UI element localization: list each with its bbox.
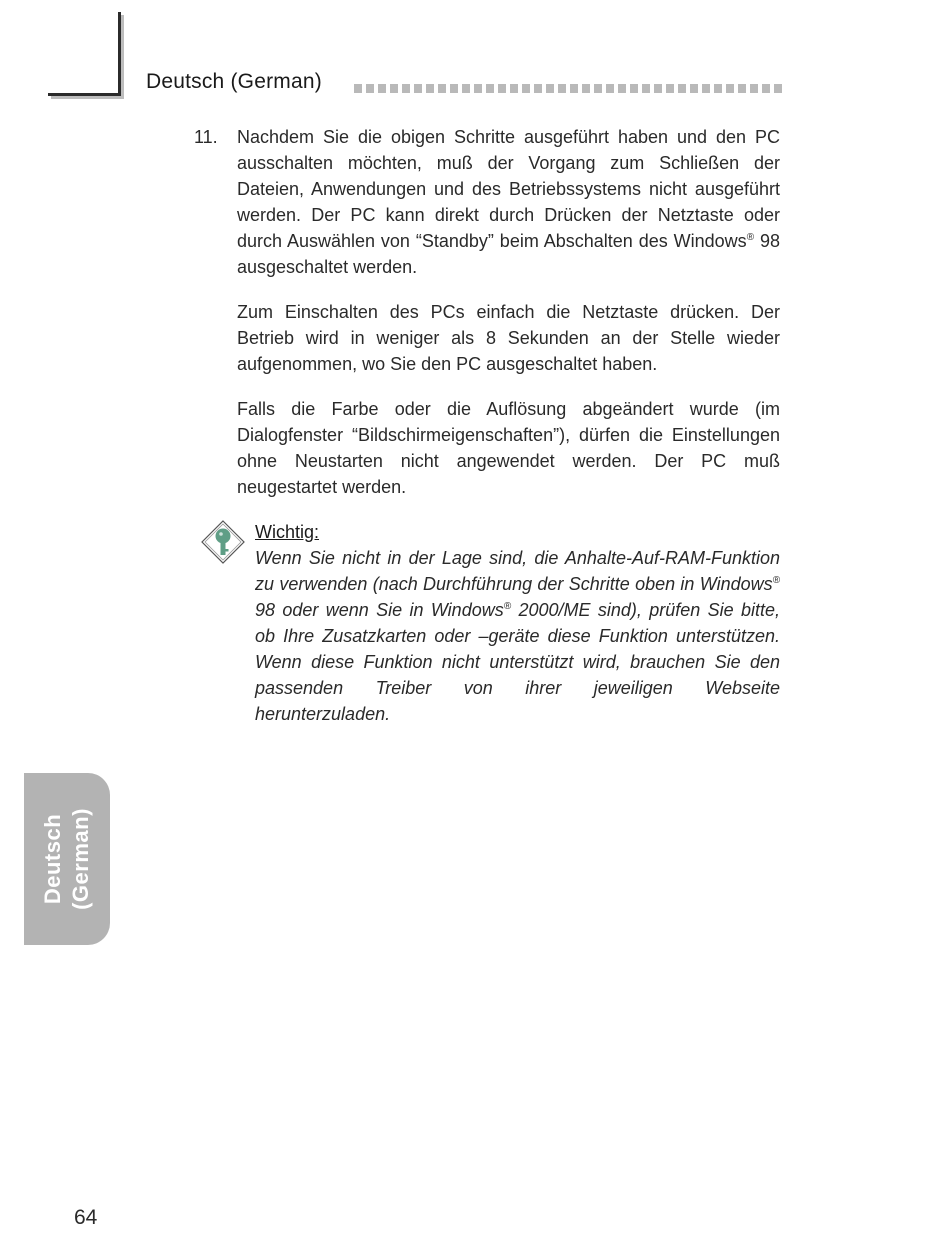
paragraph-display-settings: Falls die Farbe oder die Auflösung abgeändert wurde (im Dialogfenster “Bildschirmeigenschaften”), dürfen die Einstellungen ohne Neustarten nicht angewendet werden. Der PC muß neugestartet werden.: [237, 399, 780, 497]
key-icon: [200, 519, 246, 565]
note-text: Wenn Sie nicht in der Lage sind, die Anhalte-Auf-RAM-Funktion zu verwenden (nach Durchführung der Schritte oben in Windows® 98 oder wenn Sie in Windows® 2000/ME sind), prüfen Sie bitte, ob Ihre Zusatzkarten oder –geräte diese Funktion unterstützen. Wenn diese Funktion nicht unterstützt wird, brauchen Sie den passenden Treiber von ihrer jeweiligen Webseite herunterzuladen.: [255, 548, 780, 724]
paragraph-power-on: Zum Einschalten des PCs einfach die Netztaste drücken. Der Betrieb wird in weniger als 8 Sekunden an der Stelle wieder aufgenommen, wo Sie den PC ausgeschaltet haben.: [237, 302, 780, 374]
note-body: [255, 519, 780, 727]
important-note: [194, 519, 780, 727]
page-number: 64: [74, 1206, 98, 1229]
main-content: [194, 124, 780, 727]
title-dotted-rule: [354, 84, 782, 93]
section-title: Deutsch (German): [146, 70, 322, 93]
list-item-11: [194, 124, 780, 500]
side-tab-label: Deutsch (German): [40, 808, 93, 910]
corner-mark-vertical: [118, 12, 121, 96]
language-side-tab: [24, 773, 110, 945]
corner-mark-horizontal: [48, 93, 121, 96]
item-number: 11.: [194, 127, 218, 147]
paragraph-shutdown: Nachdem Sie die obigen Schritte ausgeführt haben und den PC ausschalten möchten, muß der Vorgang zum Schließen der Dateien, Anwendungen und des Betriebssystems nicht ausgeführt werden. Der PC kann direkt durch Drücken der Netztaste oder durch Auswählen von “Standby” beim Abschalten des Windows® 98 ausgeschaltet werden.: [237, 127, 780, 277]
note-title: Wichtig:: [255, 522, 320, 542]
